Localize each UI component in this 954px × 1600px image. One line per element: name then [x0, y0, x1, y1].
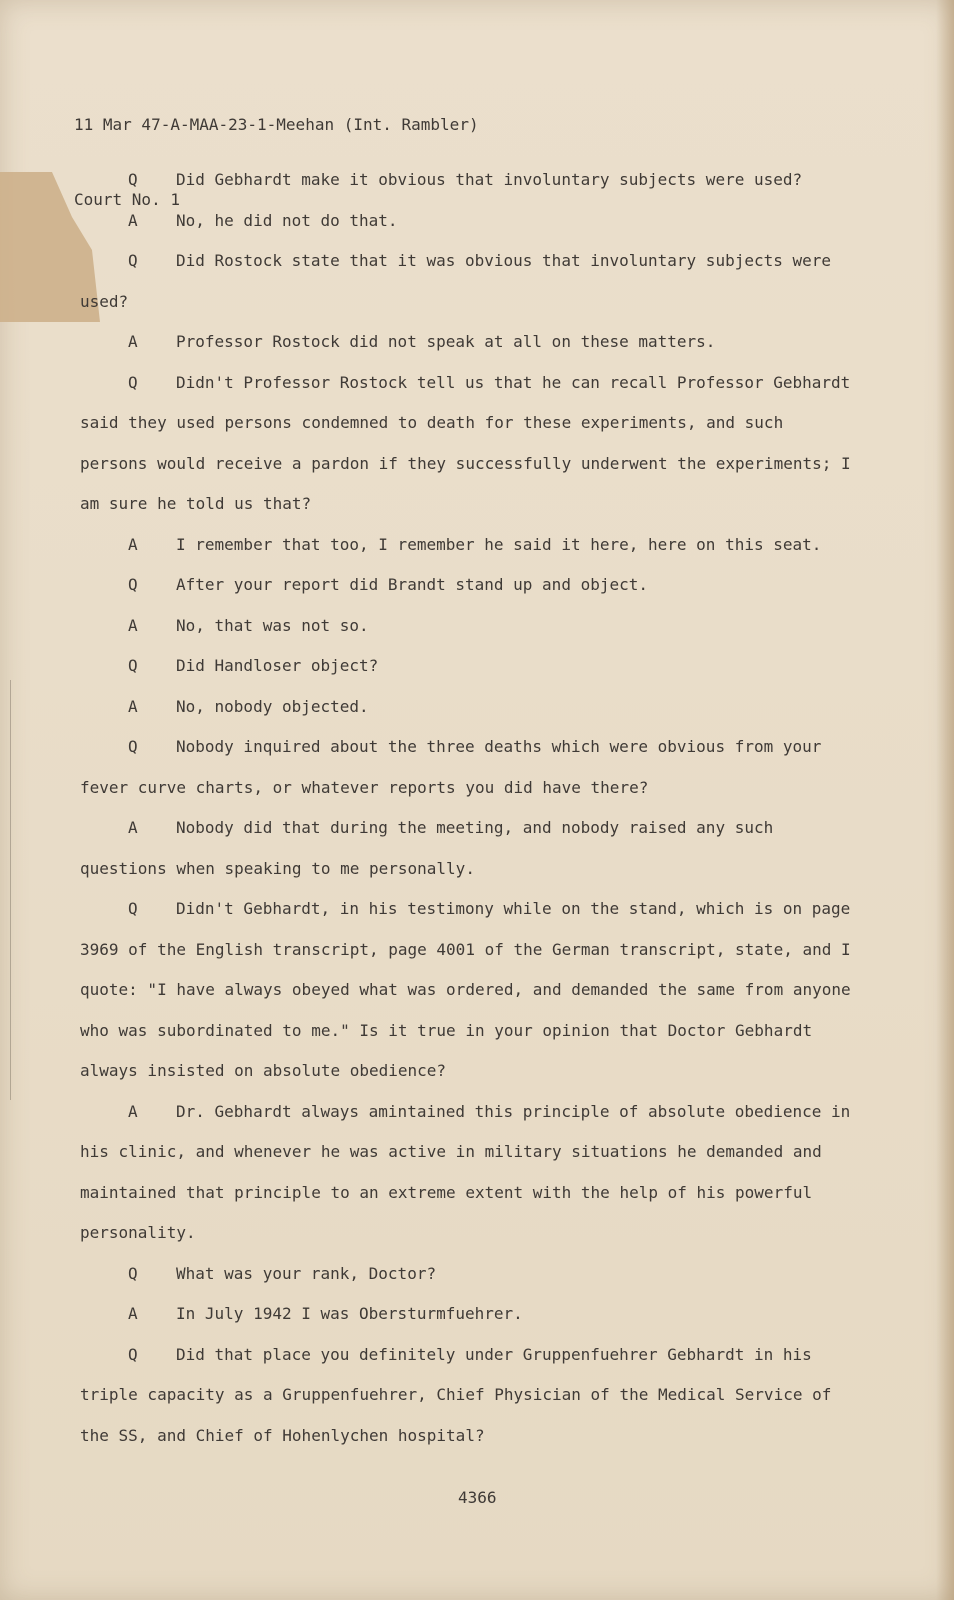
transcript-text: Did Handloser object?	[176, 656, 379, 675]
transcript-text: I remember that too, I remember he said it here, here on this seat.	[176, 534, 822, 554]
speaker-label: A	[128, 696, 138, 716]
transcript-entry	[80, 201, 860, 242]
speaker-label: Q	[128, 899, 138, 918]
speaker-label: Q	[128, 170, 138, 189]
speaker-label: A	[128, 1101, 138, 1121]
page-number: 4366	[458, 1488, 497, 1507]
transcript-text: Nobody inquired about the three deaths which were obvious from your fever curve charts, or whatever reports you did have there?	[80, 737, 822, 797]
speaker-label: A	[128, 210, 138, 230]
transcript-text: In July 1942 I was Obersturmfuehrer.	[176, 1304, 523, 1323]
transcript-entry	[80, 727, 860, 808]
header-reference-line: 11 Mar 47-A-MAA-23-1-Meehan (Int. Rambler)	[74, 115, 479, 134]
transcript-entry	[80, 241, 860, 322]
transcript-text: Did that place you definitely under Gruppenfuehrer Gebhardt in his triple capacity as a Gruppenfuehrer, Chief Physician of the Medical Service of the SS, and Chief of Hohenlychen hospital?	[80, 1344, 832, 1445]
transcript-entry	[80, 1092, 860, 1254]
speaker-label: Q	[128, 575, 138, 594]
speaker-label: Q	[128, 1344, 138, 1364]
speaker-label: A	[128, 615, 138, 635]
speaker-label: A	[128, 818, 138, 837]
margin-mark	[10, 680, 11, 1100]
paper-edge-shadow	[936, 0, 954, 1600]
transcript-entry	[80, 1335, 860, 1457]
header-court-line: Court No. 1	[74, 190, 180, 209]
transcript-text: Didn't Professor Rostock tell us that he can recall Professor Gebhardt said they used persons condemned to death for these experiments, and such persons would receive a pardon if they successfully underwent the experiments; I am sure he told us that?	[80, 372, 851, 513]
transcript-entry	[80, 808, 860, 889]
transcript-text: Did Rostock state that it was obvious that involuntary subjects were used?	[80, 251, 832, 311]
transcript-text: No, he did not do that.	[176, 210, 398, 230]
transcript-text: No, nobody objected.	[176, 696, 369, 716]
transcript-text: No, that was not so.	[176, 615, 369, 635]
transcript-entry	[80, 322, 860, 363]
transcript-text: Nobody did that during the meeting, and nobody raised any such questions when speaking to me personally.	[80, 818, 774, 878]
speaker-label: Q	[128, 1263, 138, 1283]
transcript-entry	[80, 160, 860, 201]
transcript-entry	[80, 525, 860, 566]
transcript-entry	[80, 889, 860, 1092]
speaker-label: A	[128, 534, 138, 554]
speaker-label: Q	[128, 737, 138, 756]
transcript-entry	[80, 565, 860, 606]
transcript-entry	[80, 687, 860, 728]
transcript-entry	[80, 1254, 860, 1295]
transcript-entry	[80, 606, 860, 647]
speaker-label: Q	[128, 251, 138, 270]
transcript-text: Didn't Gebhardt, in his testimony while on the stand, which is on page 3969 of the English transcript, page 4001 of the German transcript, state, and I quote: "I have always obeyed what was ordered, and demanded the same from anyone who was subordinated to me." Is it true in your opinion that Doctor Gebhardt always insisted on absolute obedience?	[80, 899, 851, 1080]
transcript-text: Did Gebhardt make it obvious that involuntary subjects were used?	[176, 170, 803, 189]
transcript-text: Dr. Gebhardt always amintained this principle of absolute obedience in his clinic, and whenever he was active in military situations he demanded and maintained that principle to an extreme extent with the help of his powerful personality.	[80, 1101, 851, 1242]
speaker-label: A	[128, 1304, 138, 1323]
transcript-text: Professor Rostock did not speak at all on these matters.	[176, 332, 716, 351]
speaker-label: A	[128, 332, 138, 351]
transcript-entry	[80, 363, 860, 525]
speaker-label: Q	[128, 372, 138, 392]
transcript-text: What was your rank, Doctor?	[176, 1263, 437, 1283]
transcript-entry	[80, 1294, 860, 1335]
transcript-entry	[80, 646, 860, 687]
speaker-label: Q	[128, 656, 138, 675]
transcript-text: After your report did Brandt stand up and object.	[176, 575, 649, 594]
transcript-body	[80, 160, 860, 1456]
